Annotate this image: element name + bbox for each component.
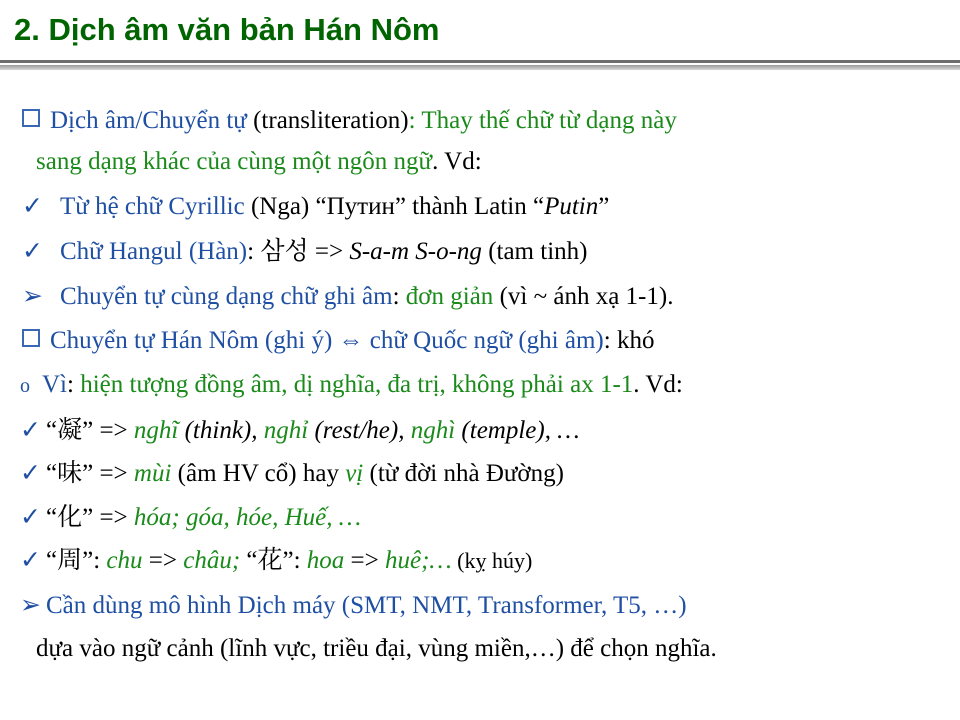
square-bullet-icon xyxy=(22,109,40,127)
checkmark-icon: ✓ xyxy=(20,547,41,574)
square-bullet-icon xyxy=(22,329,40,347)
bullet-dich-am-cont: sang dạng khác của cùng một ngôn ngữ. Vd: xyxy=(36,148,482,175)
example-mui: ✓ “味” => mùi (âm HV cổ) hay vị (từ đời nhà Đường) xyxy=(20,460,564,487)
example-hoa: ✓ “化” => hóa; góa, hóe, Huế, … xyxy=(20,504,361,531)
bullet-vi: o Vì: hiện tượng đồng âm, dị nghĩa, đa trị, không phải ax 1-1. Vd: xyxy=(20,370,683,401)
bullet-chuyen-tu-ghi-am: ➢ Chuyển tự cùng dạng chữ ghi âm: đơn giản (vì ~ ánh xạ 1-1). xyxy=(22,283,674,310)
checkmark-icon: ✓ xyxy=(20,504,41,531)
checkmark-icon: ✓ xyxy=(20,417,41,444)
bullet-han-nom: Chuyển tự Hán Nôm (ghi ý) ⇔ chữ Quốc ngữ (ghi âm): khó xyxy=(20,326,654,356)
bullet-dich-may: ➢ Cần dùng mô hình Dịch máy (SMT, NMT, Transformer, T5, …) xyxy=(20,592,687,619)
example-nghi: ✓ “凝” => nghĩ (think), nghỉ (rest/he), nghì (temple), … xyxy=(20,417,580,444)
checkmark-icon: ✓ xyxy=(20,460,41,487)
bullet-dich-may-cont: dựa vào ngữ cảnh (lĩnh vực, triều đại, vùng miền,…) để chọn nghĩa. xyxy=(36,635,717,662)
arrow-bullet-icon: ➢ xyxy=(22,283,43,310)
title-divider-shadow xyxy=(0,65,960,70)
example-chu-hoa: ✓ “周”: chu => châu; “花”: hoa => huê;… (kỵ húy) xyxy=(20,547,533,574)
checkmark-icon: ✓ xyxy=(22,193,43,220)
arrow-bullet-icon: ➢ xyxy=(20,592,41,619)
circle-bullet-icon: o xyxy=(20,375,30,397)
page-title: 2. Dịch âm văn bản Hán Nôm xyxy=(14,12,440,47)
checkmark-icon: ✓ xyxy=(22,238,43,265)
bullet-dich-am: Dịch âm/Chuyển tự (transliteration): Thay thế chữ từ dạng này xyxy=(20,106,677,136)
example-hangul: ✓ Chữ Hangul (Hàn): 삼성 => S-a-m S-o-ng (tam tinh) xyxy=(22,238,588,265)
example-cyrillic: ✓ Từ hệ chữ Cyrillic (Nga) “Путин” thành Latin “Putin” xyxy=(22,193,610,220)
title-divider xyxy=(0,60,960,63)
